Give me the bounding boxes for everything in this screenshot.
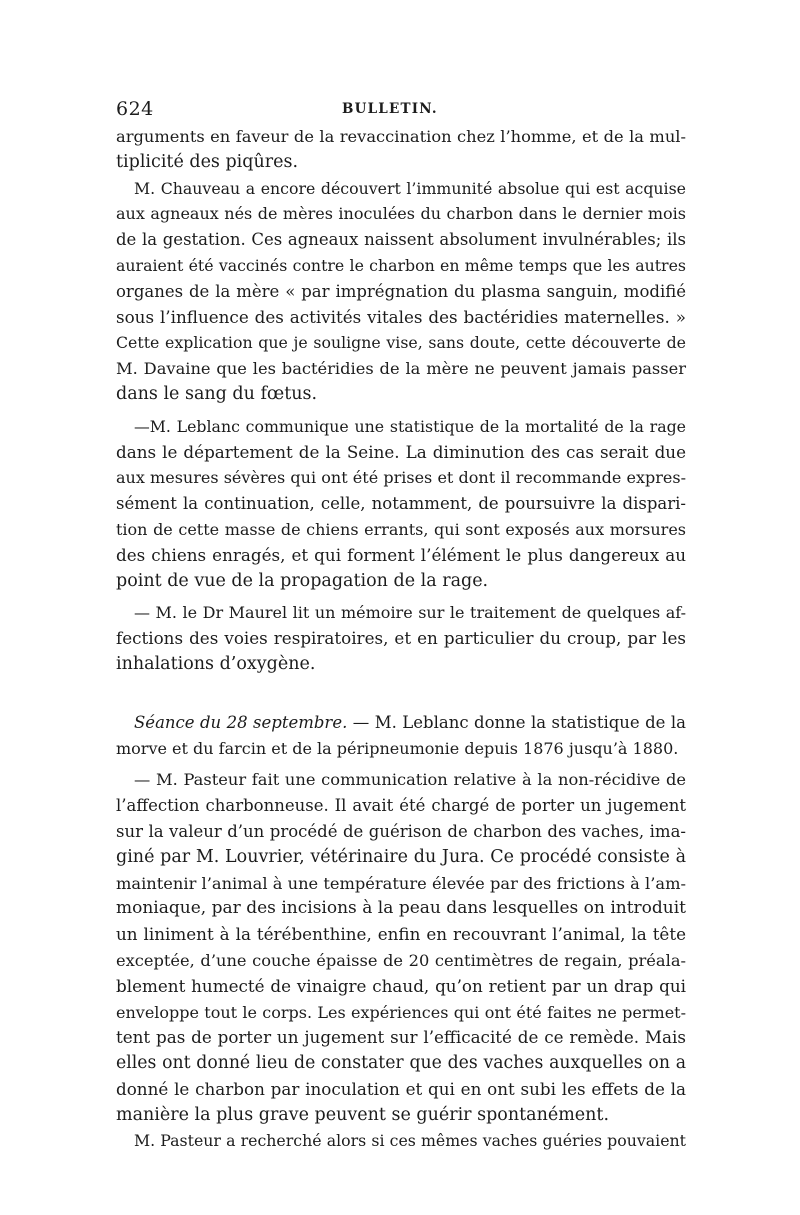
text-line: enveloppe tout le corps. Les expériences qui ont été faites ne permet- [116, 1002, 686, 1022]
text-fragment: — M. Leblanc donne la statistique de la [347, 712, 686, 732]
text-line: elles ont donné lieu de constater que des vaches auxquelles on a [116, 1053, 686, 1074]
text-line: M. Davaine que les bactéridies de la mère ne peuvent jamais passer [116, 359, 686, 379]
text-line: aux agneaux nés de mères inoculées du charbon dans le dernier mois [116, 204, 686, 224]
text-line: fections des voies respiratoires, et en particulier du croup, par les [116, 628, 686, 649]
text-line: organes de la mère « par imprégnation du plasma sanguin, modifié [116, 281, 686, 301]
text-line: dans le sang du fœtus. [116, 383, 318, 404]
text-line: — M. le Dr Maurel lit un mémoire sur le traitement de quelques af- [134, 603, 686, 623]
text-line: auraient été vaccinés contre le charbon en même temps que les autres [116, 255, 686, 275]
text-line: dans le département de la Seine. La diminution des cas serait due [116, 441, 686, 462]
text-line: tiplicité des piqûres. [116, 151, 299, 172]
text-line: des chiens enragés, et qui forment l’élément le plus dangereux au [116, 544, 686, 565]
text-line: tent pas de porter un jugement sur l’efficacité de ce remède. Mais [116, 1027, 686, 1048]
text-line: de la gestation. Ces agneaux naissent absolument invulnérables; ils [116, 230, 686, 250]
text-line: point de vue de la propagation de la rage. [116, 570, 489, 591]
text-line: sément la continuation, celle, notamment, de poursuivre la dispari- [116, 494, 686, 514]
text-line: M. Chauveau a encore découvert l’immunité absolue qui est acquise [134, 178, 686, 198]
running-title: BULLETIN. [342, 101, 438, 117]
text-line: arguments en faveur de la revaccination chez l’homme, et de la mul- [116, 127, 686, 146]
page-header [116, 98, 686, 124]
text-line: M. Pasteur a recherché alors si ces mêmes vaches guéries pouvaient [134, 1131, 686, 1151]
text-line: maintenir l’animal à une température élevée par des frictions à l’am- [116, 873, 686, 893]
text-line: manière la plus grave peuvent se guérir spontanément. [116, 1104, 610, 1125]
text-line: — M. Pasteur fait une communication relative à la non-récidive de [134, 770, 686, 790]
text-line: moniaque, par des incisions à la peau dans lesquelles on introduit [116, 898, 686, 919]
body-text [116, 124, 686, 1154]
text-line: inhalations d’oxygène. [116, 653, 316, 674]
text-line: Cette explication que je souligne vise, sans doute, cette découverte de [116, 333, 686, 353]
text-line: exceptée, d’une couche épaisse de 20 centimètres de regain, préala- [116, 950, 686, 970]
text-line: —M. Leblanc communique une statistique de la mortalité de la rage [134, 416, 686, 436]
text-line: morve et du farcin et de la péripneumonie depuis 1876 jusqu’à 1880. [116, 738, 679, 758]
session-heading: Séance du 28 septembre. [134, 712, 348, 732]
text-line: donné le charbon par inoculation et qui en ont subi les effets de la [116, 1078, 686, 1099]
text-line: giné par M. Louvrier, vétérinaire du Jura. Ce procédé consiste à [116, 846, 686, 867]
page-number: 624 [116, 98, 154, 120]
text-line: blement humecté de vinaigre chaud, qu’on retient par un drap qui [116, 975, 686, 996]
text-line: sous l’influence des activités vitales des bactéridies maternelles. » [116, 306, 686, 327]
text-line: l’affection charbonneuse. Il avait été chargé de porter un jugement [116, 796, 686, 816]
text-line [116, 710, 686, 736]
text-line: tion de cette masse de chiens errants, qui sont exposés aux morsures [116, 519, 686, 539]
text-line: un liniment à la térébenthine, enfin en recouvrant l’animal, la tête [116, 924, 686, 945]
text-line: sur la valeur d’un procédé de guérison de charbon des vaches, ima- [116, 821, 686, 841]
text-line: aux mesures sévères qui ont été prises et dont il recommande expres- [116, 468, 686, 488]
